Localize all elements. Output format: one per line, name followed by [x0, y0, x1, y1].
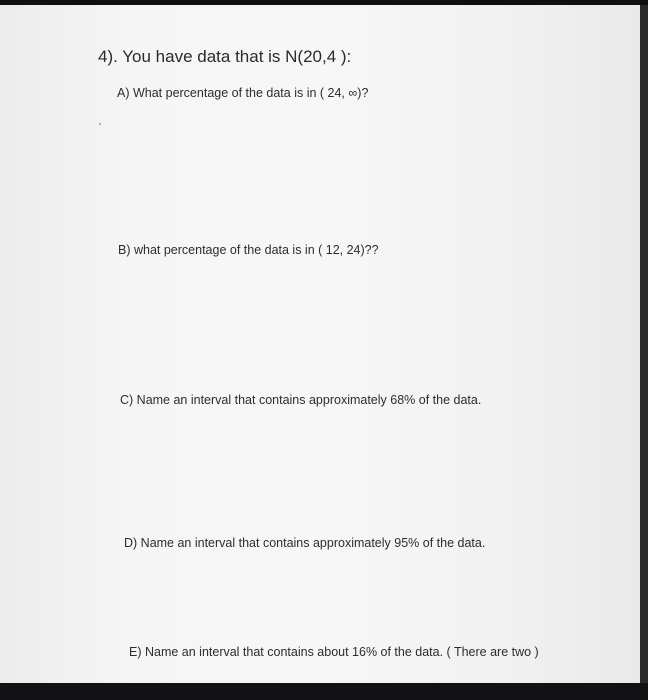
- question-c: C) Name an interval that contains approximately 68% of the data.: [120, 393, 482, 407]
- question-b: B) what percentage of the data is in ( 12, 24)??: [118, 243, 379, 257]
- question-a: A) What percentage of the data is in ( 24, ∞)?: [117, 86, 369, 100]
- question-d: D) Name an interval that contains approximately 95% of the data.: [124, 536, 486, 550]
- document-page: [0, 5, 648, 683]
- stray-dot: [99, 123, 101, 125]
- problem-title: 4). You have data that is N(20,4 ):: [98, 47, 352, 66]
- bottom-bezel: [0, 683, 648, 700]
- question-e: E) Name an interval that contains about 16% of the data. ( There are two ): [129, 645, 539, 659]
